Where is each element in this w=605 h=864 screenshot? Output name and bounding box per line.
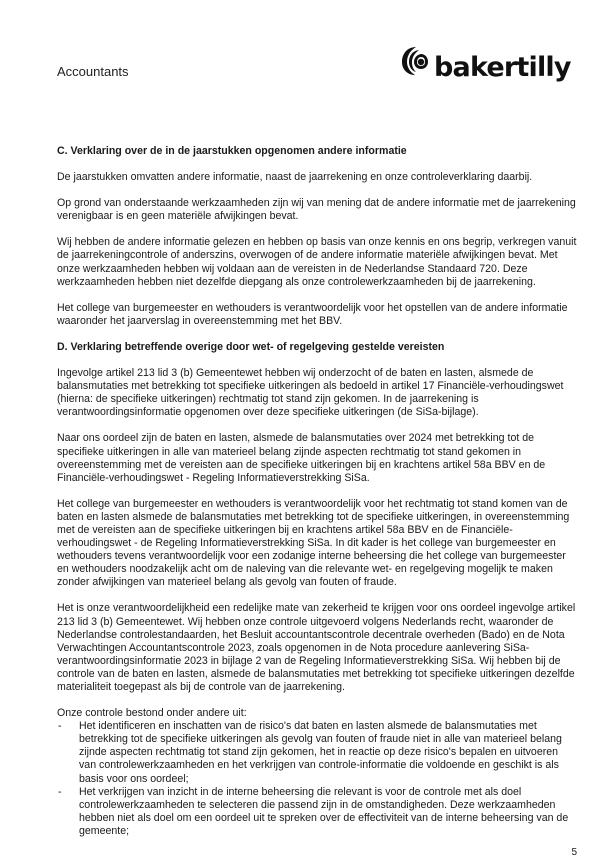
section-c-paragraph: De jaarstukken omvatten andere informatie, naast de jaarrekening en onze controleverklaring daarbij. (57, 171, 533, 184)
section-d-paragraph: Ingevolge artikel 213 lid 3 (b) Gemeentewet hebben wij onderzocht of de baten en lasten, alsmede de balansmutaties met betrekking tot specifieke uitkeringen als bedoeld in artikel 17 Financiële-verhoudingswet (hierna: de specifieke uitkeringen) rechtmatig tot stand zijn gekomen. In de jaarrekening is verantwoordingsinformatie opgenomen over deze specifieke uitkeringen (de SiSa-bijlage). (57, 367, 564, 419)
section-c-heading: C. Verklaring over de in de jaarstukken opgenomen andere informatie (57, 145, 407, 157)
section-c-paragraph: Wij hebben de andere informatie gelezen en hebben op basis van onze kennis en ons begrip, verkregen vanuit de jaarrekeningcontrole of anderszins, overwogen of de andere informatie materiële afwijkingen bevat. Met onze werkzaamheden hebben wij voldaan aan de vereisten in de Nederlandse Standaard 720. Deze werkzaamheden hebben niet dezelfde diepgang als onze controlewerkzaamheden bij de jaarrekening. (57, 236, 577, 288)
section-d-paragraph: Het college van burgemeester en wethouders is verantwoordelijk voor het rechtmatig tot stand komen van de baten en lasten alsmede de balansmutaties met betrekking tot de specifieke uitkeringen, in overeenstemming met de vereisten aan de specifieke uitkeringen bij en krachtens artikel 58a BBV en de Financiële-verhoudingswet - de Regeling Informatieverstrekking SiSa. In dit kader is het college van burgemeester en wethouders tevens verantwoordelijk voor een zodanige interne beheersing die het college van burgemeester en wethouders noodzakelijk acht om de naleving van die relevante wet- en regelgeving mogelijk te maken zonder afwijkingen van materieel belang als gevolg van fouten of fraude. (57, 497, 570, 589)
section-c-paragraph: Op grond van onderstaande werkzaamheden zijn wij van mening dat de andere informatie met de jaarrekening verenigbaar is en geen materiële afwijkingen bevat. (57, 197, 576, 223)
section-c-paragraph: Het college van burgemeester en wethouders is verantwoordelijk voor het opstellen van de andere informatie waaronder het jaarverslag in overeenstemming met het BBV. (57, 301, 568, 327)
section-d-heading: D. Verklaring betreffende overige door wet- of regelgeving gestelde vereisten (57, 340, 445, 353)
page-number: 5 (571, 847, 577, 858)
section-d-paragraph: Het is onze verantwoordelijkheid een redelijke mate van zekerheid te krijgen voor ons oordeel ingevolge artikel 213 lid 3 (b) Gemeentewet. Wij hebben onze controle uitgevoerd volgens Nederlands recht, waaronder de Nederlandse controlestandaarden, het Besluit accountantscontrole decentrale overheden (Bado) en de Nota Verwachtingen Accountantscontrole 2023, zoals opgenomen in de Nota procedure aanlevering SiSa-verantwoordingsinformatie 2023 in bijlage 2 van de Regeling Informatieverstrekking SiSa. Wij hebben bij de controle van de baten en lasten, alsmede de balansmutaties met betrekking tot specifieke uitkeringen dezelfde materialiteit toegepast als bij de controle van de jaarrekening. (57, 602, 576, 693)
bakertilly-logo (400, 38, 571, 83)
document-body (57, 145, 577, 838)
header-label: Accountants (57, 64, 129, 79)
control-steps-list (57, 720, 577, 838)
logo-wordmark: bakertilly (434, 52, 571, 83)
bakertilly-swirl-icon (400, 45, 430, 77)
list-item: - Het identificeren en inschatten van de risico's dat baten en lasten alsmede de balansmutaties met betrekking tot de specifieke uitkeringen als gevolg van fouten of fraude niet in alle van materieel belang zijnde aspecten rechtmatig tot stand zijn gekomen, het in reactie op deze risico's bepalen en uitvoeren van controlewerkzaamheden en het verkrijgen van controle-informatie die voldoende en geschikt is als basis voor ons oordeel; (57, 720, 577, 785)
list-intro: Onze controle bestond onder andere uit: (57, 707, 247, 720)
list-item: - Het verkrijgen van inzicht in de interne beheersing die relevant is voor de controle met als doel controlewerkzaamheden te selecteren die passend zijn in de omstandigheden. Deze werkzaamheden hebben niet als doel om een oordeel uit te spreken over de effectiviteit van de interne beheersing van de gemeente; (57, 786, 577, 838)
section-d-paragraph: Naar ons oordeel zijn de baten en lasten, alsmede de balansmutaties over 2024 met betrekking tot de specifieke uitkeringen in alle van materieel belang zijnde aspecten rechtmatig tot stand gekomen in overeenstemming met de vereisten aan de specifieke uitkeringen bij en krachtens artikel 58a BBV en de Financiële-verhoudingswet - Regeling Informatieverstrekking SiSa. (57, 432, 546, 484)
